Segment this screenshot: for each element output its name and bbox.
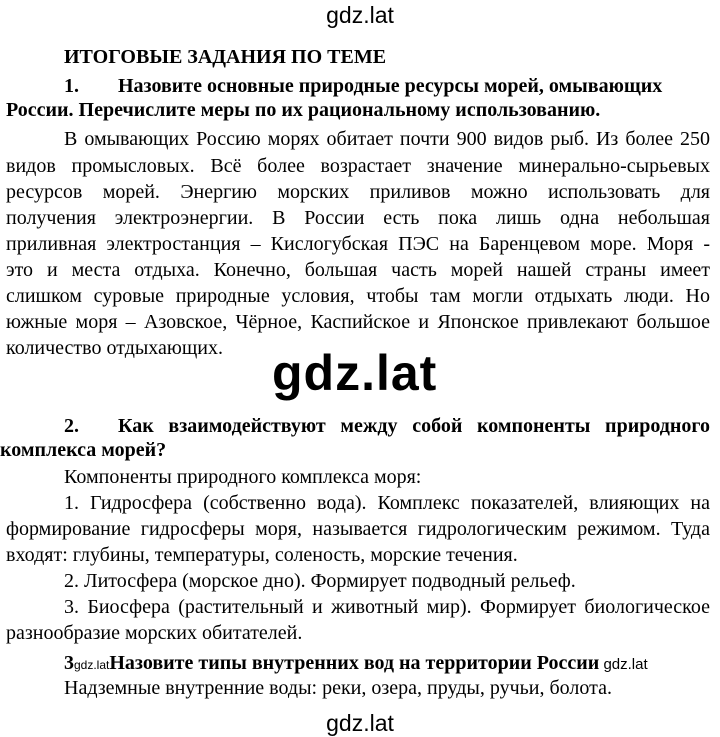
answer-2-line: разнообразие морских обитателей. — [6, 622, 303, 644]
answer-1-line: получения электроэнергии. В России есть пока лишь одна небольшая — [6, 207, 710, 229]
question-1 — [0, 75, 710, 98]
answer-2-line: входят: глубины, температуры, соленость, морские течения. — [6, 544, 518, 566]
question-2-text-line2: комплекса морей? — [0, 439, 167, 461]
answer-2-line: 1. Гидросфера (собственно вода). Комплекс показателей, влияющих на — [64, 492, 710, 514]
answer-1-line: это и места отдыха. Конечно, большая часть морей нашей страны имеет — [6, 259, 710, 281]
question-3-text: Назовите типы внутренних вод на территории России — [109, 652, 600, 674]
question-2-text-line1: Как взаимодействуют между собой компоненты природного — [118, 415, 710, 437]
section-title: ИТОГОВЫЕ ЗАДАНИЯ ПО ТЕМЕ — [64, 46, 387, 68]
question-3-number: 3 — [64, 652, 74, 674]
watermark-bottom: gdz.lat — [326, 710, 394, 736]
answer-1-line: количество отдыхающих. — [6, 337, 223, 359]
answer-1-line: В омывающих Россию морях обитает почти 900 видов рыб. Из более 250 — [64, 128, 710, 150]
question-2-number: 2. — [64, 415, 79, 437]
answer-3-line: Надземные внутренние воды: реки, озера, пруды, ручьи, болота. — [64, 677, 612, 699]
answer-1-line: слишком суровые природные условия, чтобы там могли отдыхать люди. Но — [6, 285, 710, 307]
watermark-inline: gdz.lat — [74, 658, 110, 672]
answer-2-line: Компоненты природного комплекса моря: — [64, 466, 422, 488]
answer-1-line: ресурсов морей. Энергию морских приливов можно использовать для — [6, 181, 710, 203]
question-1-text-line1: Назовите основные природные ресурсы морей, омывающих — [118, 75, 663, 97]
answer-2-line: формирование гидросферы моря, называется гидрологическим режимом. Туда — [6, 518, 710, 540]
watermark-middle: gdz.lat — [272, 345, 438, 401]
answer-1-line: приливная электростанция – Кислогубская ПЭС на Баренцевом море. Моря - — [6, 233, 710, 255]
answer-1-line: южные моря – Азовское, Чёрное, Каспийское и Японское привлекают большое — [6, 311, 710, 333]
question-3 — [0, 652, 720, 677]
watermark-top: gdz.lat — [326, 2, 394, 28]
answer-1-line: видов промысловых. Всё более возрастает значение минерально-сырьевых — [6, 155, 710, 177]
watermark-inline: gdz.lat — [603, 656, 648, 673]
question-1-number: 1. — [64, 75, 79, 97]
question-2 — [0, 415, 710, 438]
answer-2-line: 2. Литосфера (морское дно). Формирует подводный рельеф. — [64, 570, 576, 592]
answer-2-line: 3. Биосфера (растительный и животный мир). Формирует биологическое — [64, 596, 710, 618]
question-1-text-line2: России. Перечислите меры по их рациональному использованию. — [6, 99, 601, 121]
